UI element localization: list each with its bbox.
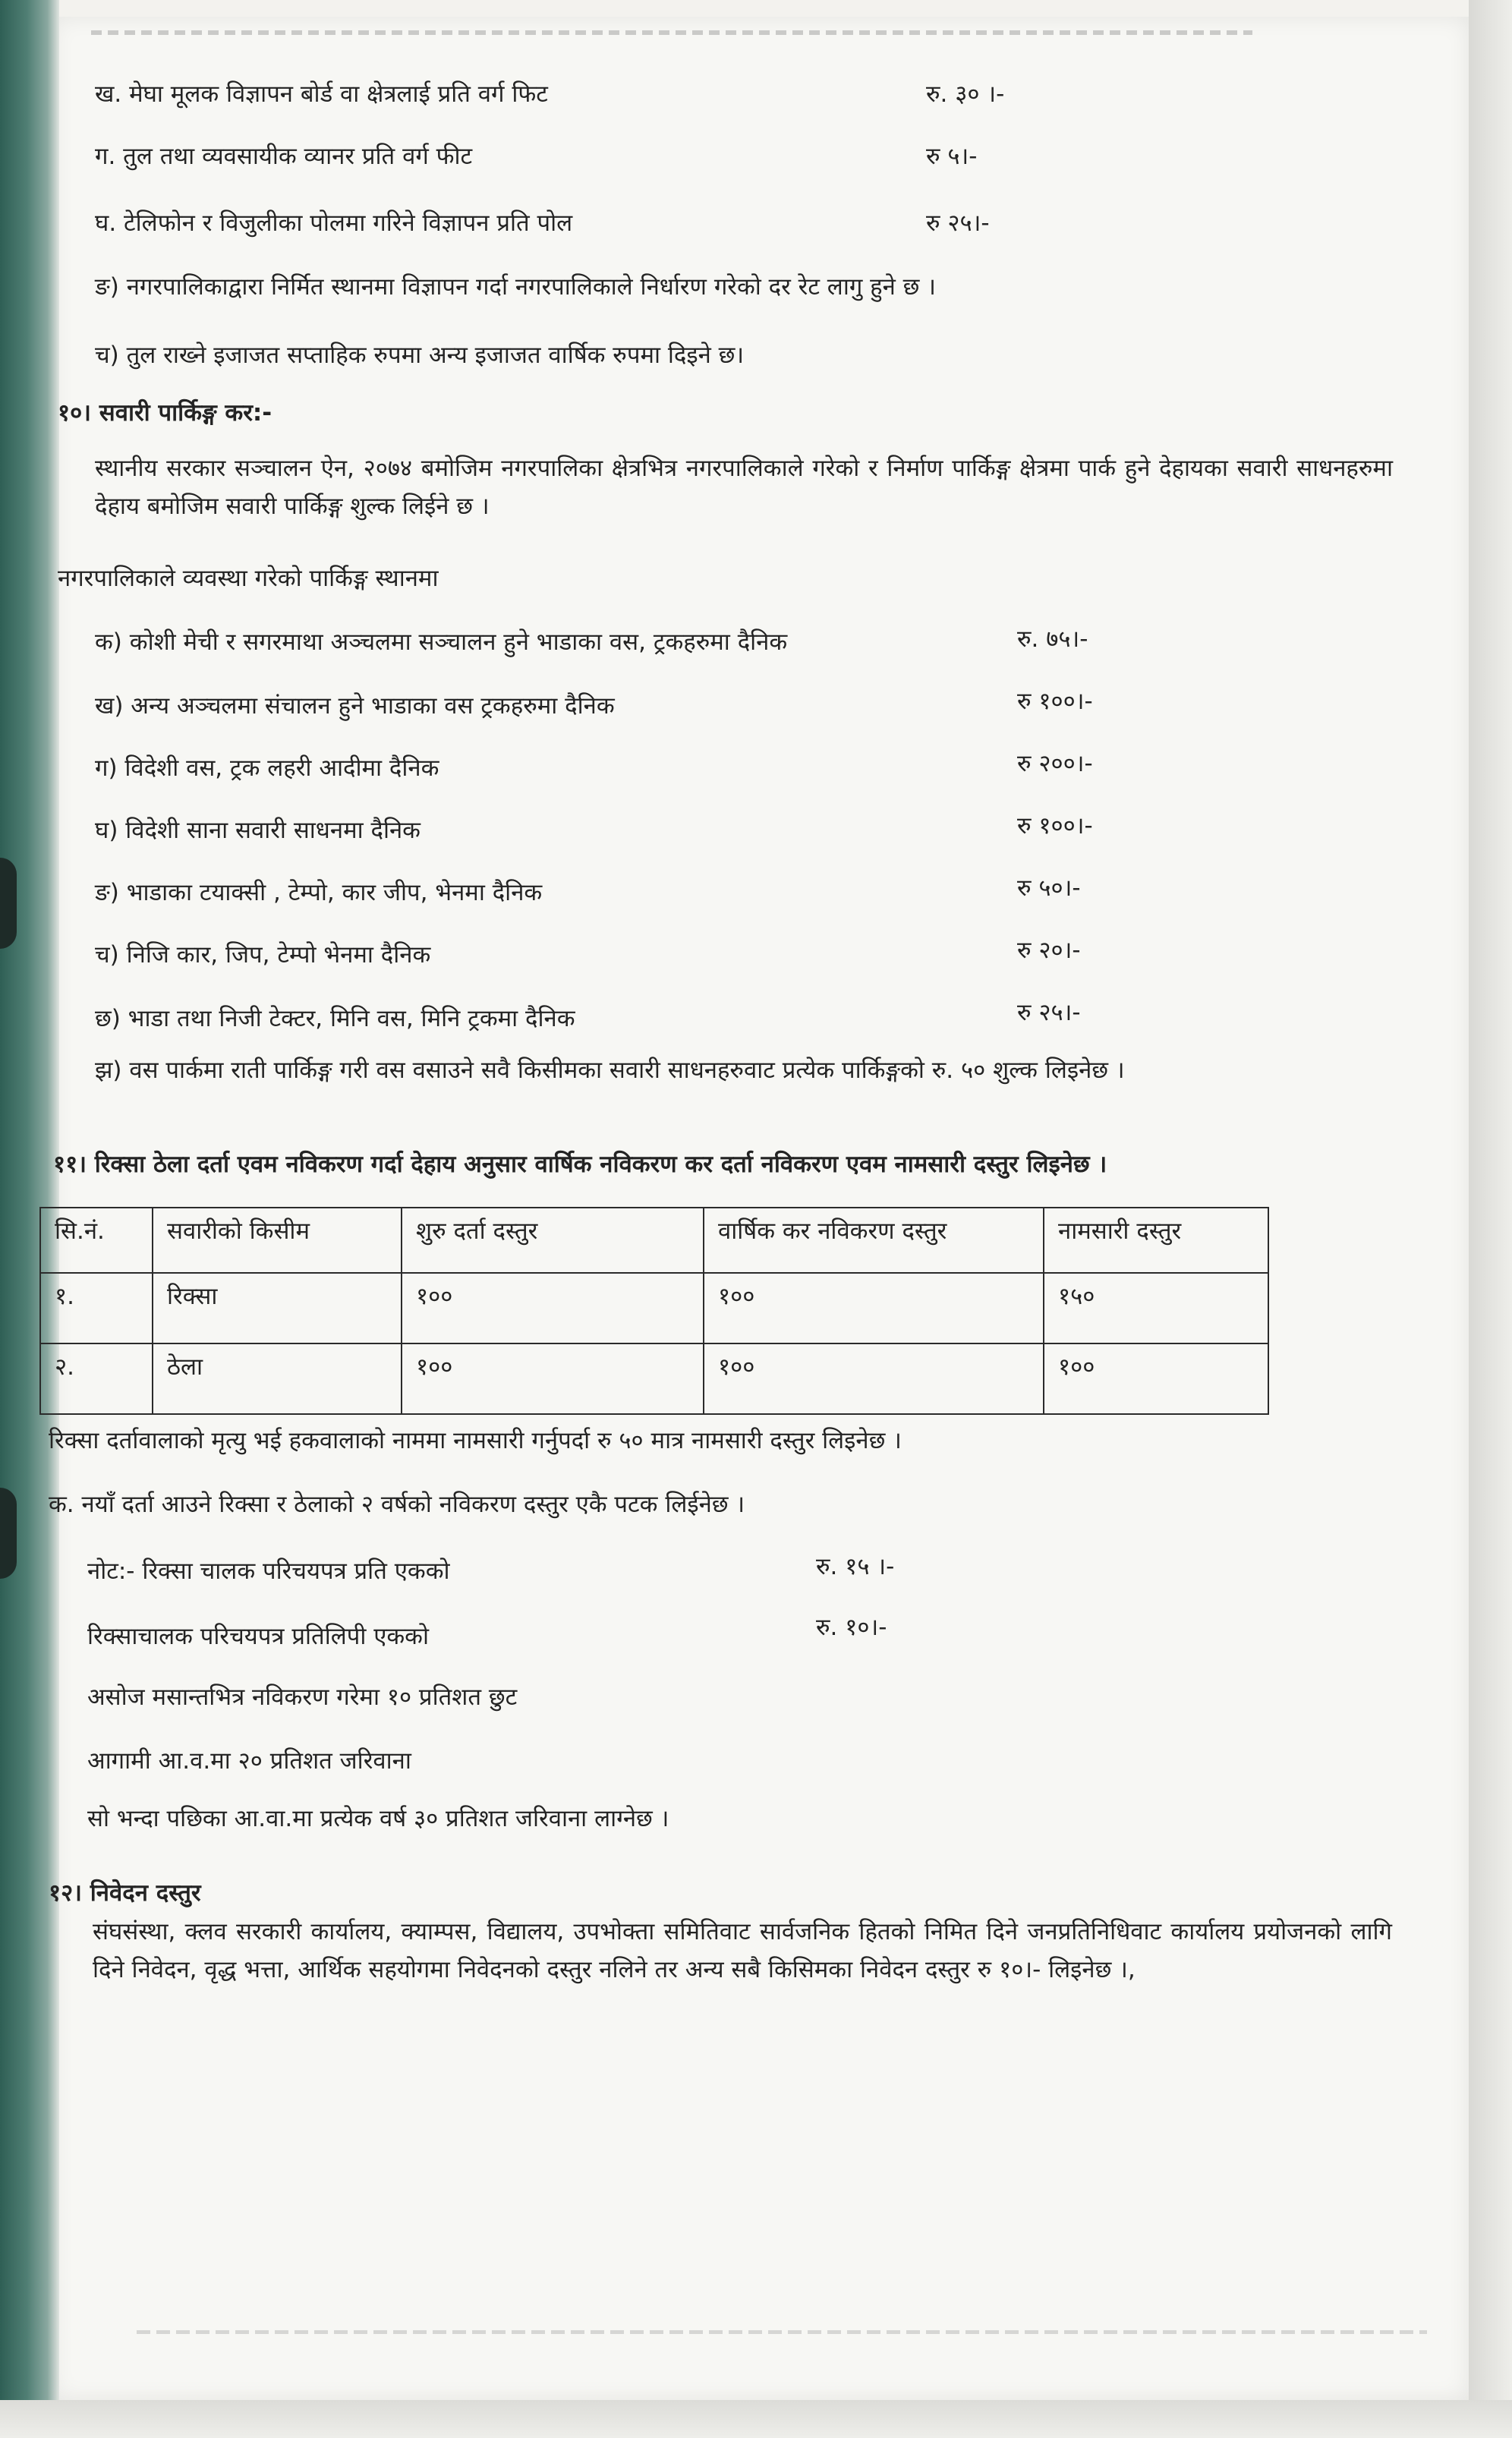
parking-item-text: ग) विदेशी वस, ट्रक लहरी आदीमा दैनिक	[95, 754, 439, 782]
parking-item-text: ख) अन्य अञ्चलमा संचालन हुने भाडाका वस ट्रकहरुमा दैनिक	[95, 692, 615, 720]
table-cell: १००	[1044, 1343, 1268, 1414]
table-cell: १००	[704, 1343, 1044, 1414]
table-row	[40, 1343, 1268, 1414]
parking-item-text: च) निजि कार, जिप, टेम्पो भेनमा दैनिक	[95, 941, 431, 969]
rickshaw-transfer-note: रिक्सा दर्तावालाको मृत्यु भई हकवालाको नाममा नामसारी गर्नुपर्दा रु ५० मात्र नामसारी दस्तुर लिइनेछ ।	[49, 1427, 902, 1454]
table-cell: १५०	[1044, 1273, 1268, 1343]
rickshaw-fine-later-years: सो भन्दा पछिका आ.वा.मा प्रत्येक वर्ष ३० प्रतिशत जरिवाना लाग्नेछ ।	[87, 1805, 669, 1832]
parking-item-amount: रु. ७५।-	[1017, 625, 1088, 653]
table-header-cell: शुरु दर्ता दस्तुर	[402, 1208, 704, 1273]
table-header-cell: सवारीको किसीम	[153, 1208, 402, 1273]
parking-item-amount: रु २००।-	[1017, 750, 1093, 777]
ad-item-f: च) तुल राख्ने इजाजत सप्ताहिक रुपमा अन्य इजाजत वार्षिक रुपमा दिइने छ।	[95, 342, 745, 369]
parking-item-text: छ) भाडा तथा निजी टेक्टर, मिनि वस, मिनि ट्रकमा दैनिक	[95, 1005, 575, 1032]
parking-subheading: नगरपालिकाले व्यवस्था गरेको पार्किङ्ग स्थानमा	[58, 565, 439, 592]
ad-item-d-text: घ. टेलिफोन र विजुलीका पोलमा गरिने विज्ञापन प्रति पोल	[95, 209, 573, 237]
page-edge-bottom	[0, 2400, 1512, 2438]
table-header-row	[40, 1208, 1268, 1273]
table-cell: १००	[402, 1343, 704, 1414]
ad-item-c-text: ग. तुल तथा व्यवसायीक व्यानर प्रति वर्ग फीट	[95, 143, 473, 170]
ad-item-b-text: ख. मेघा मूलक विज्ञापन बोर्ड वा क्षेत्रलाई प्रति वर्ग फिट	[95, 80, 548, 108]
parking-item-text: ङ) भाडाका टयाक्सी , टेम्पो, कार जीप, भेनमा दैनिक	[95, 879, 543, 906]
ad-item-c-amount: रु ५।-	[926, 143, 978, 170]
parking-item-amount: रु १००।-	[1017, 688, 1093, 715]
scan-artifact-top	[91, 30, 1252, 35]
parking-item-text: क) कोशी मेची र सगरमाथा अञ्चलमा सञ्चालन हुने भाडाका वस, ट्रकहरुमा दैनिक	[95, 628, 788, 656]
parking-item-amount: रु १००।-	[1017, 812, 1093, 839]
parking-item-amount: रु ५०।-	[1017, 874, 1081, 902]
ad-item-e: ङ) नगरपालिकाद्वारा निर्मित स्थानमा विज्ञापन गर्दा नगरपालिकाले निर्धारण गरेको दर रेट लागु हुने छ ।	[95, 273, 937, 301]
rickshaw-id-copy-text: रिक्साचालक परिचयपत्र प्रतिलिपी एकको	[87, 1623, 430, 1650]
table-header-cell: वार्षिक कर नविकरण दस्तुर	[704, 1208, 1044, 1273]
parking-item-amount: रु २५।-	[1017, 999, 1081, 1026]
rickshaw-id-copy-amount: रु. १०।-	[816, 1614, 887, 1641]
table-header-cell: सि.नं.	[40, 1208, 153, 1273]
section-11-heading: ११। रिक्सा ठेला दर्ता एवम नविकरण गर्दा देहाय अनुसार वार्षिक नविकरण कर दर्ता नविकरण एवम नामसारी दस्तुर लिइनेछ ।	[53, 1151, 1107, 1178]
table-cell: १००	[402, 1273, 704, 1343]
table-cell: रिक्सा	[153, 1273, 402, 1343]
ad-item-d-amount: रु २५।-	[926, 209, 990, 237]
parking-night-note: झ) वस पार्कमा राती पार्किङ्ग गरी वस वसाउने सवै किसीमका सवारी साधनहरुवाट प्रत्येक पार्किङ्गको रु. ५० शुल्क लिइनेछ ।	[95, 1057, 1125, 1084]
scan-artifact-bottom	[137, 2330, 1427, 2334]
table-cell: १००	[704, 1273, 1044, 1343]
section-10-intro: स्थानीय सरकार सञ्चालन ऐन, २०७४ बमोजिम नगरपालिका क्षेत्रभित्र नगरपालिकाले गरेको र निर्माण पार्किङ्ग क्षेत्रमा पार्क हुने देहायका सवारी साधनहरुमा देहाय बमोजिम सवारी पार्किङ्ग शुल्क लिईने छ ।	[95, 455, 1393, 520]
table-cell: ठेला	[153, 1343, 402, 1414]
section-12-body: संघसंस्था, क्लव सरकारी कार्यालय, क्याम्पस, विद्यालय, उपभोक्ता समितिवाट सार्वजनिक हितको निमित दिने जनप्रतिनिधिवाट कार्यालय प्रयोजनको लागि दिने निवेदन, वृद्ध भत्ता, आर्थिक सहयोगमा निवेदनको दस्तुर नलिने तर अन्य सबै किसिमका निवेदन दस्तुर रु १०।- लिइनेछ ।,	[93, 1918, 1392, 1983]
binding-hole	[0, 1488, 17, 1579]
rickshaw-discount: असोज मसान्तभित्र नविकरण गरेमा १० प्रतिशत छुट	[87, 1684, 518, 1711]
parking-item-amount: रु २०।-	[1017, 937, 1081, 964]
parking-item-text: घ) विदेशी साना सवारी साधनमा दैनिक	[95, 817, 421, 844]
section-12-heading: १२। निवेदन दस्तुर	[49, 1879, 201, 1907]
rickshaw-id-note-amount: रु. १५ ।-	[816, 1553, 895, 1580]
table-header-cell: नामसारी दस्तुर	[1044, 1208, 1268, 1273]
table-cell: २.	[40, 1343, 153, 1414]
section-10-heading: १०। सवारी पार्किङ्ग कर:-	[58, 399, 272, 427]
table-cell: १.	[40, 1273, 153, 1343]
binding-hole	[0, 858, 17, 949]
table-row	[40, 1273, 1268, 1343]
ad-item-b-amount: रु. ३० ।-	[926, 80, 1005, 108]
rickshaw-item-k: क. नयाँ दर्ता आउने रिक्सा र ठेलाको २ वर्षको नविकरण दस्तुर एकै पटक लिईनेछ ।	[49, 1491, 745, 1518]
rickshaw-fine-next-year: आगामी आ.व.मा २० प्रतिशत जरिवाना	[87, 1747, 411, 1775]
rickshaw-fee-table	[39, 1207, 1269, 1415]
rickshaw-id-note-text: नोट:- रिक्सा चालक परिचयपत्र प्रति एकको	[87, 1558, 450, 1585]
page-edge-right	[1469, 0, 1512, 2438]
